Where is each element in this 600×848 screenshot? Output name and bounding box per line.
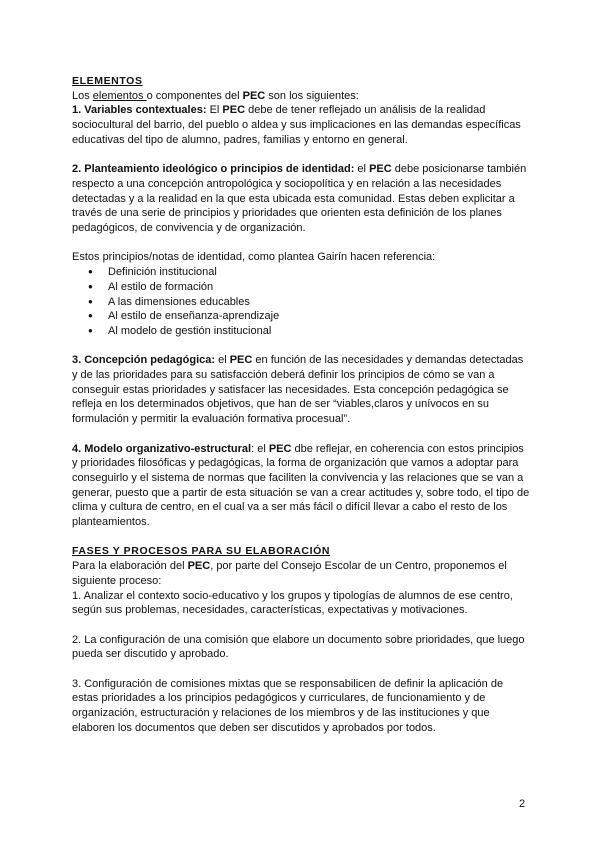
document-body: [72, 74, 530, 736]
item-modelo-organizativo: 4. Modelo organizativo-estructural: el PEC dbe reflejar, en coherencia con estos principios y prioridades filosóficas y pedagógicas, la forma de organización que vamos a adoptar para conseguirlo y el sistema de normas que faciliten la convivencia y las relaciones que se van a generar, puesto que a partir de esta situación se van a crear actitudes y, sobre todo, el tipo de clima y cultura de centro, en el cual va a ser más fácil o difícil llevar a cabo el resto de los planteamientos.: [72, 442, 530, 529]
elementos-intro: Los elementos o componentes del PEC son los siguientes:: [72, 89, 359, 102]
list-item: ● Al estilo de enseñanza-aprendizaje: [72, 309, 530, 324]
page-number: 2: [519, 798, 526, 810]
elementos-link[interactable]: elementos: [92, 89, 147, 102]
item-planteamiento-ideologico: 2. Planteamiento ideológico o principios de identidad: el PEC debe posicionarse también respecto a una concepción antropológica y sociopolítica y en relación a las necesidades detectadas y a la realidad en la que esta ubicada esta comunidad. Estas deben explicitar a través de una serie de principios y prioridades que orienten esta definición de los planes pedagógicos, de convivencia y de organización.: [72, 163, 527, 235]
list-item: ● Al modelo de gestión institucional: [72, 324, 530, 339]
section-heading-fases: FASES Y PROCESOS PARA SU ELABORACIÓN: [72, 545, 331, 558]
item-variables-contextuales: 1. Variables contextuales: El PEC debe de tener reflejado un análisis de la realidad sociocultural del barrio, del pueblo o aldea y sus implicaciones en las demandas específicas educativas del tipo de alumno, padres, familias y entorno en general.: [72, 104, 521, 146]
step-1: 1. Analizar el contexto socio-educativo y los grupos y tipologías de alumnos de ese centro, según sus problemas, necesidades, características, expectativas y motivaciones.: [72, 589, 513, 617]
list-item: ● A las dimensiones educables: [72, 295, 530, 310]
step-3: 3. Configuración de comisiones mixtas que se responsabilicen de definir la aplicación de estas prioridades a los principios pedagógicos y curriculares, de funcionamiento y de organización, estructuración y relaciones de los miembros y de las instituciones y que elaboren los documentos que deben ser discutidos y aprobados por todos.: [72, 677, 504, 734]
item-concepcion-pedagogica: 3. Concepción pedagógica: el PEC en función de las necesidades y demandas detectadas y de las prioridades para su satisfacción deberá definir los principios de cómo se van a conseguir estas prioridades y satisfacer las necesidades. Esta concepción pedagógica se refleja en los determinados objetivos, que han de ser “viables,claros y unívocos en su formulación y permitir la evaluación formativa procesual”.: [72, 354, 524, 426]
section-heading-elementos: ELEMENTOS: [72, 75, 143, 87]
step-2: 2. La configuración de una comisión que elabore un documento sobre prioridades, que luego pueda ser discutido y aprobado.: [72, 633, 525, 661]
list-item: ● Definición institucional: [72, 265, 530, 280]
list-item: ● Al estilo de formación: [72, 280, 530, 295]
principles-list: [72, 265, 530, 339]
principles-intro: Estos principios/notas de identidad, como plantea Gairín hacen referencia:: [72, 251, 436, 264]
fases-intro: Para la elaboración del PEC, por parte del Consejo Escolar de un Centro, proponemos el siguiente proceso:: [72, 560, 507, 587]
